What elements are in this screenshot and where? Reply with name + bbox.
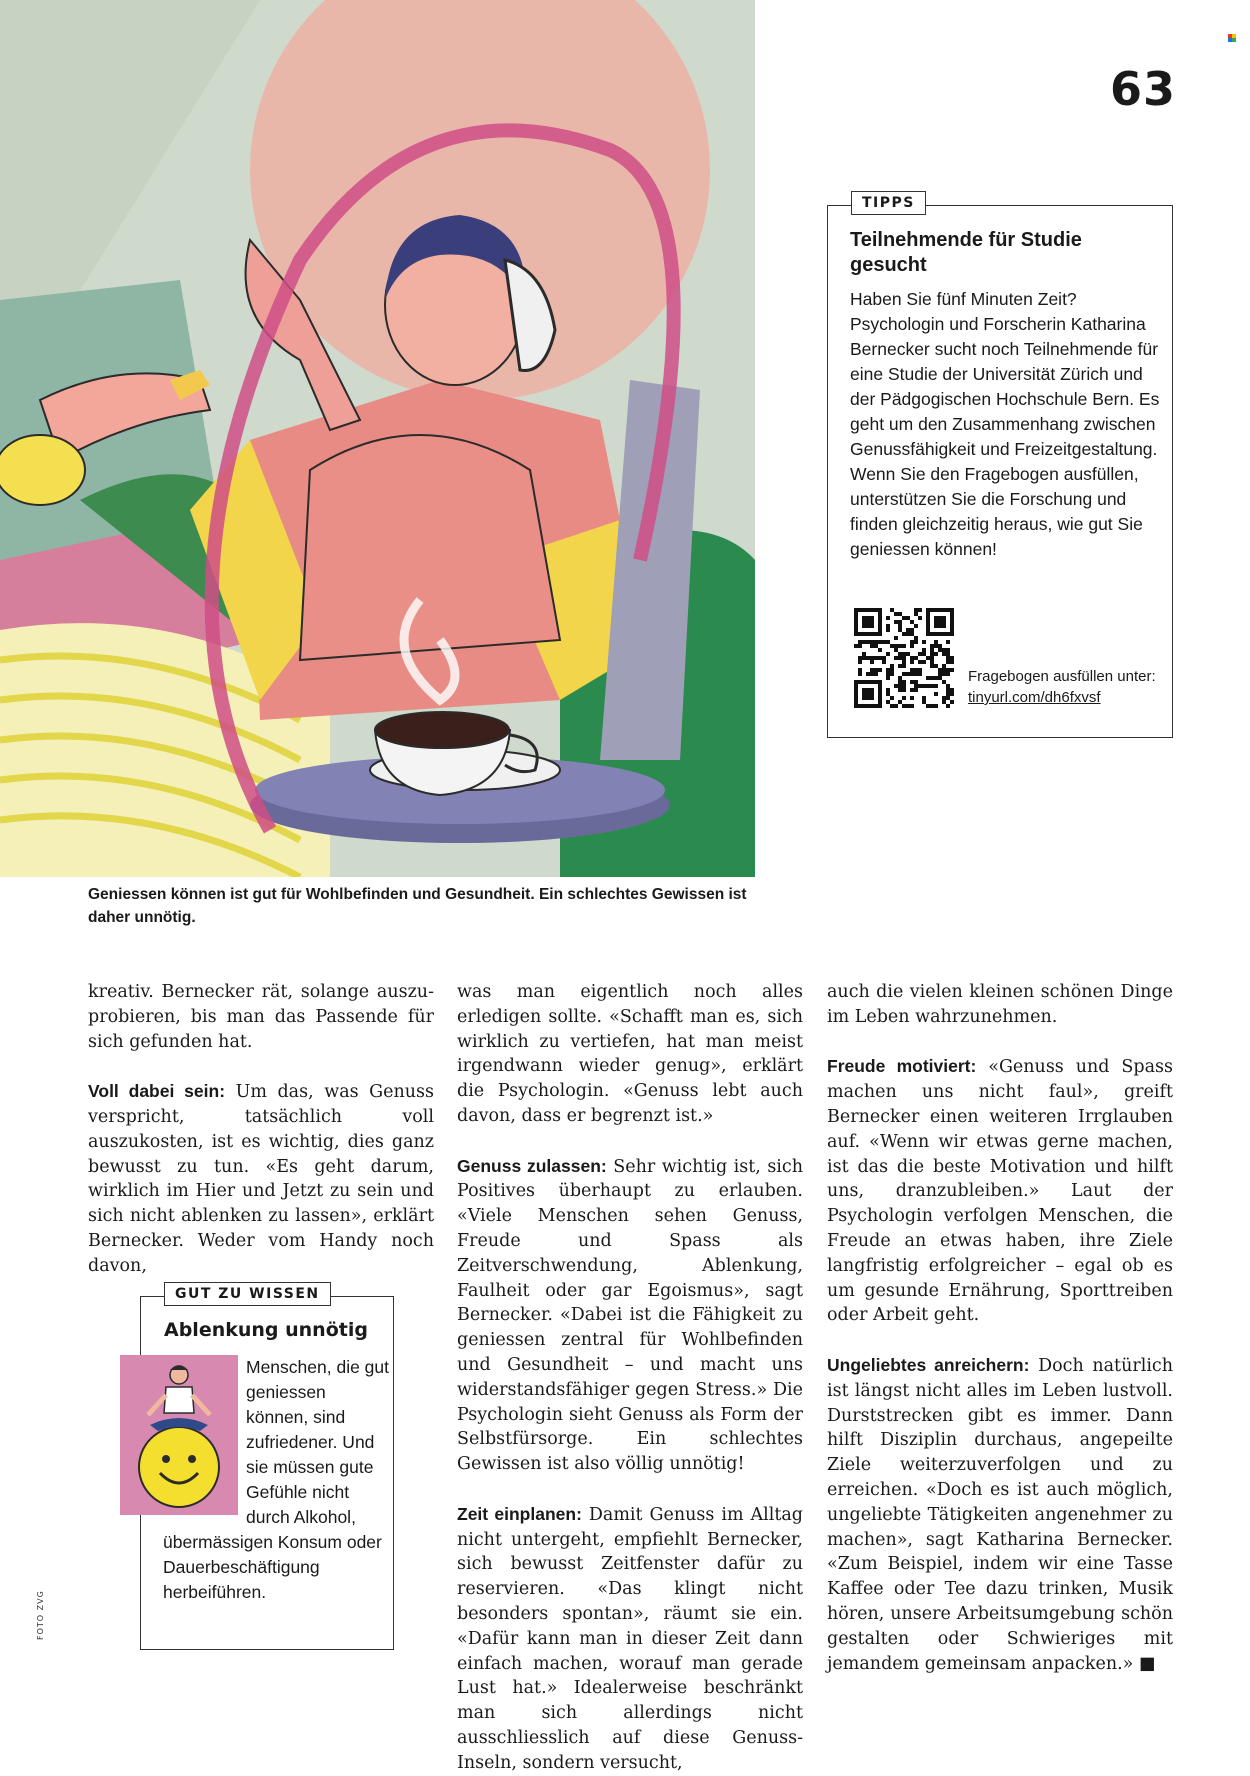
article-column-3 — [827, 980, 1173, 1676]
survey-link[interactable]: tinyurl.com/dh6fxvsf — [968, 689, 1101, 706]
info-box-text: Menschen, die gut geniessen können, sind zufriedener. Und sie müssen gute Gefühle nicht durch Alkohol, übermässigen Konsum oder Dauerbeschäftigung herbeiführen. — [163, 1357, 390, 1602]
subheading: Ungeliebtes anreichern: — [827, 1354, 1030, 1375]
illustration-relaxing-person — [0, 0, 755, 877]
paragraph — [827, 1353, 1173, 1676]
paragraph: was man eigentlich noch alles erledigen sollte. «Schafft man es, sich wirklich zu vertiefen, hat man meist irgendwann wieder genug», erklärt die Psychologin. «Genuss lebt auch davon, dass er begrenzt ist.» — [457, 982, 803, 1126]
paragraph — [457, 1154, 803, 1477]
paragraph-text: Doch natürlich ist längst nicht alles im Leben lustvoll. Durststrecken gibt es immer. Dann hilft Disziplin durchaus, angepeilte Ziele weiterzuverfolgen und zu erreichen. «Doch es ist auch möglich, ungeliebte Tätigkeiten angenehmer zu machen», sagt Katharina Bernecker. «Zum Beispiel, indem wir eine Tasse Kaffee oder Tee dazu trinken, Musik hören, unsere Arbeitsumgebung schön gestalten oder Schwieriges mit jemandem gemeinsam anpacken.» ■ — [827, 1355, 1173, 1674]
paragraph — [827, 1054, 1173, 1328]
info-box-label: GUT ZU WISSEN — [164, 1282, 331, 1306]
meditating-smiley-icon — [120, 1355, 238, 1515]
subheading: Zeit einplanen: — [457, 1503, 582, 1524]
tips-body: Haben Sie fünf Minuten Zeit? Psychologin und Forscherin Katharina Bernecker sucht noch Teilnehmende für eine Studie der Universität Zürich und der Pädgogischen Hochschule Bern. Es geht um den Zusammenhang zwischen Genussfähigkeit und Freizeitgestaltung. Wenn Sie den Fragebogen ausfüllen, unterstützen Sie die Forschung und finden gleichzeitig heraus, wie gut Sie geniessen können! — [850, 289, 1160, 559]
photo-credit: FOTO ZVG — [36, 1590, 45, 1640]
paragraph-text: Sehr wichtig ist, sich Positives überhaupt zu erlauben. «Viele Menschen sehen Genuss, Freude und Spass als Zeitverschwendung, Ablenkung, Faulheit oder gar Egoismus», sagt Bernecker. «Dabei ist die Fähigkeit zu geniessen zentral für Wohlbefinden und Gesundheit – und macht uns widerstandsfähiger gegen Stress.» Die Psychologin sieht Genuss als Form der Selbstfürsorge. Ein schlechtes Gewissen ist also völlig unnötig! — [457, 1156, 803, 1475]
tips-label: TIPPS — [851, 191, 926, 215]
paragraph: auch die vielen kleinen schönen Dinge im Leben wahrzunehmen. — [827, 982, 1173, 1027]
tips-title: Teilnehmende für Studie gesucht — [850, 229, 1082, 276]
qr-code-icon[interactable] — [854, 608, 954, 708]
tips-box — [827, 195, 1173, 738]
article-column-1 — [88, 980, 434, 1279]
qr-caption — [968, 666, 1168, 708]
info-box-title: Ablenkung unnötig — [164, 1319, 368, 1341]
paragraph: kreativ. Bernecker rät, solange auszuprobieren, bis man das Passende für sich gefunden hat. — [88, 982, 434, 1052]
article-column-2 — [457, 980, 803, 1776]
color-registration-mark — [1228, 34, 1236, 42]
subheading: Voll dabei sein: — [88, 1081, 226, 1102]
info-box — [140, 1286, 394, 1650]
image-caption: Geniessen können ist gut für Wohlbefinden und Gesundheit. Ein schlechtes Gewissen ist daher unnötig. — [88, 886, 747, 926]
subheading: Freude motiviert: — [827, 1056, 977, 1077]
paragraph — [88, 1079, 434, 1278]
info-box-body — [163, 1355, 389, 1605]
paragraph-text: «Genuss und Spass machen uns nicht faul», greift Bernecker einen weiteren Irrglauben auf. «Wenn wir etwas gerne machen, ist das die beste Motivation und hilft uns, dranzubleiben.» Laut der Psychologin verfolgen Menschen, die Freude an etwas haben, ihre Ziele langfristig erfolgreicher – egal ob es um gesunde Ernährung, Sporttreiben oder Arbeit geht. — [827, 1057, 1173, 1326]
page-number: 63 — [1109, 62, 1176, 116]
qr-caption-text: Fragebogen ausfüllen unter: — [968, 668, 1156, 685]
paragraph — [457, 1502, 803, 1776]
subheading: Genuss zulassen: — [457, 1155, 607, 1176]
paragraph-text: Damit Genuss im Alltag nicht untergeht, empfiehlt Bernecker, sich bewusst Zeitfenster dafür zu reservieren. «Das klingt nicht besonders spontan», räumt sie ein. «Dafür kann man in dieser Zeit dann einfach machen, worauf man gerade Lust hat.» Idealerweise beschränkt man sich allerdings nicht ausschliesslich auf diese Genuss-Inseln, sondern versucht, — [457, 1504, 804, 1773]
paragraph-text: Um das, was Genuss verspricht, tatsächlich voll auszukosten, ist es wichtig, dies ganz bewusst zu tun. «Es geht darum, wirklich im Hier und Jetzt zu sein und sich nicht ablenken zu lassen», erklärt Bernecker. Weder vom Handy noch davon, — [88, 1082, 434, 1276]
